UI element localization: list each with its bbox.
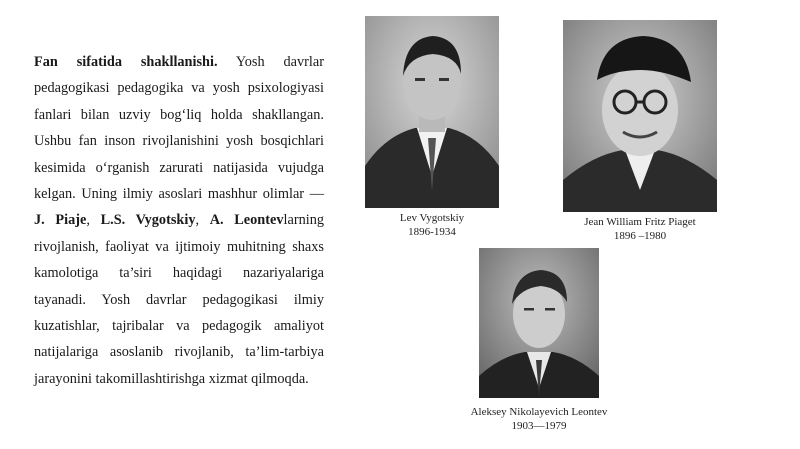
caption-leontev [455, 406, 623, 433]
caption-years: 1903—1979 [511, 419, 567, 432]
portrait-leontev [479, 248, 599, 398]
caption-years: 1896-1934 [408, 225, 456, 238]
paragraph-heading: Fan sifatida shakllanishi. [34, 54, 218, 70]
caption-vygotsky [365, 212, 499, 239]
separator-2: , [195, 212, 210, 229]
portrait-piaget [563, 20, 717, 212]
caption-piaget [563, 216, 717, 243]
paragraph-text-2: larning rivojlanish, faoliyat va ijtimoiy muhitning shaxs kamolotiga ta’siri haqidagi nazariyalariga tayanadi. Yosh davrlar pedagogikasi ilmiy kuzatishlar, tajribalar va pedagogik amaliyot natijalariga asoslanib rivojlanib, ta’lim-tarbiya jarayonini takomillashtirishga xizmat qilmoqda. [34, 212, 324, 387]
caption-name: Aleksey Nikolayevich Leontev [470, 406, 608, 418]
paragraph-text-1: Yosh davrlar pedagogikasi pedagogika va yosh psixologiyasi fanlari bilan uzviy bog‘liq holda shakllangan. Ushbu fan inson rivojlanishini yosh bosqichlari kesimida o‘rganish zarurati natijasida vujudga kelgan. Uning ilmiy asoslari mashhur olimlar — [34, 54, 324, 203]
separator-1: , [86, 212, 101, 229]
caption-name: Lev Vygotskiy [399, 212, 465, 224]
name-vygotsky: L.S. Vygotskiy [100, 212, 196, 229]
name-piaget: J. Piaje [34, 212, 87, 229]
caption-name: Jean William Fritz Piaget [584, 216, 696, 228]
name-leontev: A. Leontev [209, 212, 284, 229]
main-paragraph [34, 49, 324, 392]
caption-years: 1896 –1980 [613, 229, 667, 242]
portrait-vygotsky [365, 16, 499, 208]
